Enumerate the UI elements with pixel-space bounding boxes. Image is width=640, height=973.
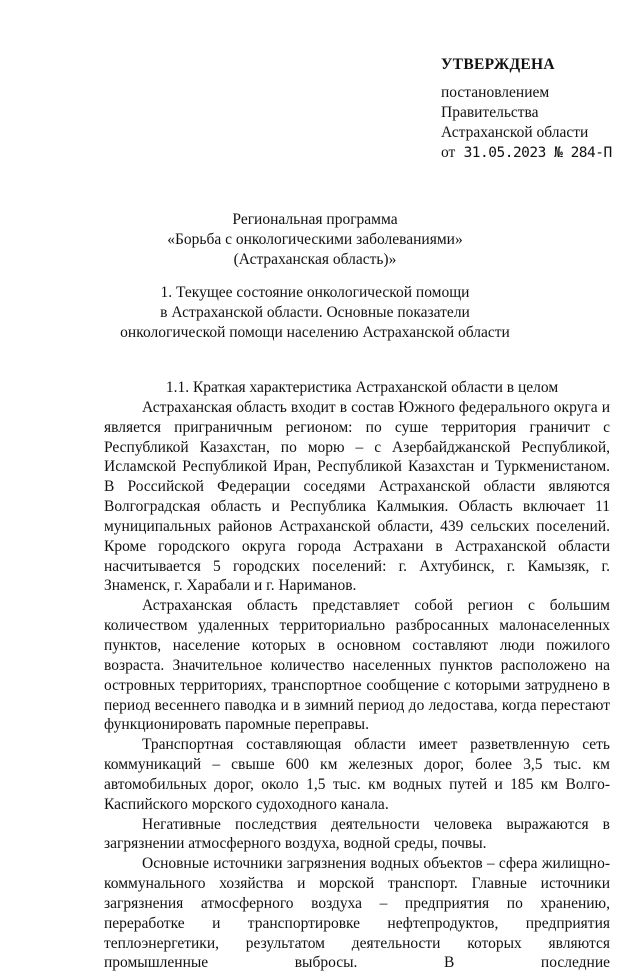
approval-date: 31.05.2023: [463, 145, 546, 161]
document-body: [104, 378, 610, 973]
approval-number: 284-П: [570, 145, 612, 161]
subsection-title: 1.1. Краткая характеристика Астраханской области в целом: [165, 379, 559, 396]
program-title-line: «Борьба с онкологическими заболеваниями»: [167, 231, 463, 248]
program-title-line: Региональная программа: [232, 211, 398, 228]
section-title-line: 1. Текущее состояние онкологической помощи: [160, 284, 470, 301]
paragraph: Астраханская область входит в состав Южного федерального округа и является приграничным регионом: по суше территория граничит с Республикой Казахстан, по морю – с Азербайджанской Республикой, Исламской Республикой Иран, Республикой Казахстан и Туркменистаном. В Российской Федерации соседями Астраханской области являются Волгоградская область и Республика Калмыкия. Область включает 11 муниципальных районов Астраханской области, 439 сельских поселений. Кроме городского округа города Астрахани в Астраханской области насчитывается 5 городских поселений: г. Ахтубинск, г. Камызяк, г. Знаменск, г. Харабали и г. Нариманов.: [104, 398, 610, 595]
paragraph: Астраханская область представляет собой регион с большим количеством удаленных территориально разбросанных малонаселенных пунктов, население которых в основном составляют люди пожилого возраста. Значительное количество населенных пунктов расположено на островных территориях, транспортное сообщение с которыми затруднено в период весеннего паводка и в зимний период до ледостава, когда перестают функционировать паромные переправы.: [104, 597, 610, 734]
approval-date-line: [441, 143, 631, 163]
approval-heading: УТВЕРЖДЕНА: [441, 56, 555, 73]
approval-stamp: [441, 55, 631, 163]
approval-line: Астраханской области: [441, 124, 589, 141]
approval-line: Правительства: [441, 104, 539, 121]
section-title: [60, 283, 570, 343]
date-prefix: от: [441, 144, 456, 161]
paragraph: Негативные последствия деятельности человека выражаются в загрязнении атмосферного воздуха, водной среды, почвы.: [104, 815, 610, 853]
program-title-line: (Астраханская область)»: [233, 251, 397, 268]
paragraph: Основные источники загрязнения водных объектов – сфера жилищно-коммунального хозяйства и морской транспорт. Главные источники загрязнения атмосферного воздуха – предприятия по хранению, переработке и транспортировке нефтепродуктов, предприятия теплоэнергетики, результатом деятельности которых являются промышленные выбросы. В последние: [104, 855, 610, 972]
section-title-line: в Астраханской области. Основные показатели: [160, 304, 470, 321]
number-sign: №: [554, 145, 563, 161]
program-title: [60, 210, 570, 270]
approval-line: постановлением: [441, 84, 550, 101]
paragraph: Транспортная составляющая области имеет разветвленную сеть коммуникаций – свыше 600 км железных дорог, более 3,5 тыс. км автомобильных дорог, около 1,5 тыс. км водных путей и 185 км Волго-Каспийского морского судоходного канала.: [104, 736, 610, 813]
section-title-line: онкологической помощи населению Астраханской области: [120, 324, 510, 341]
